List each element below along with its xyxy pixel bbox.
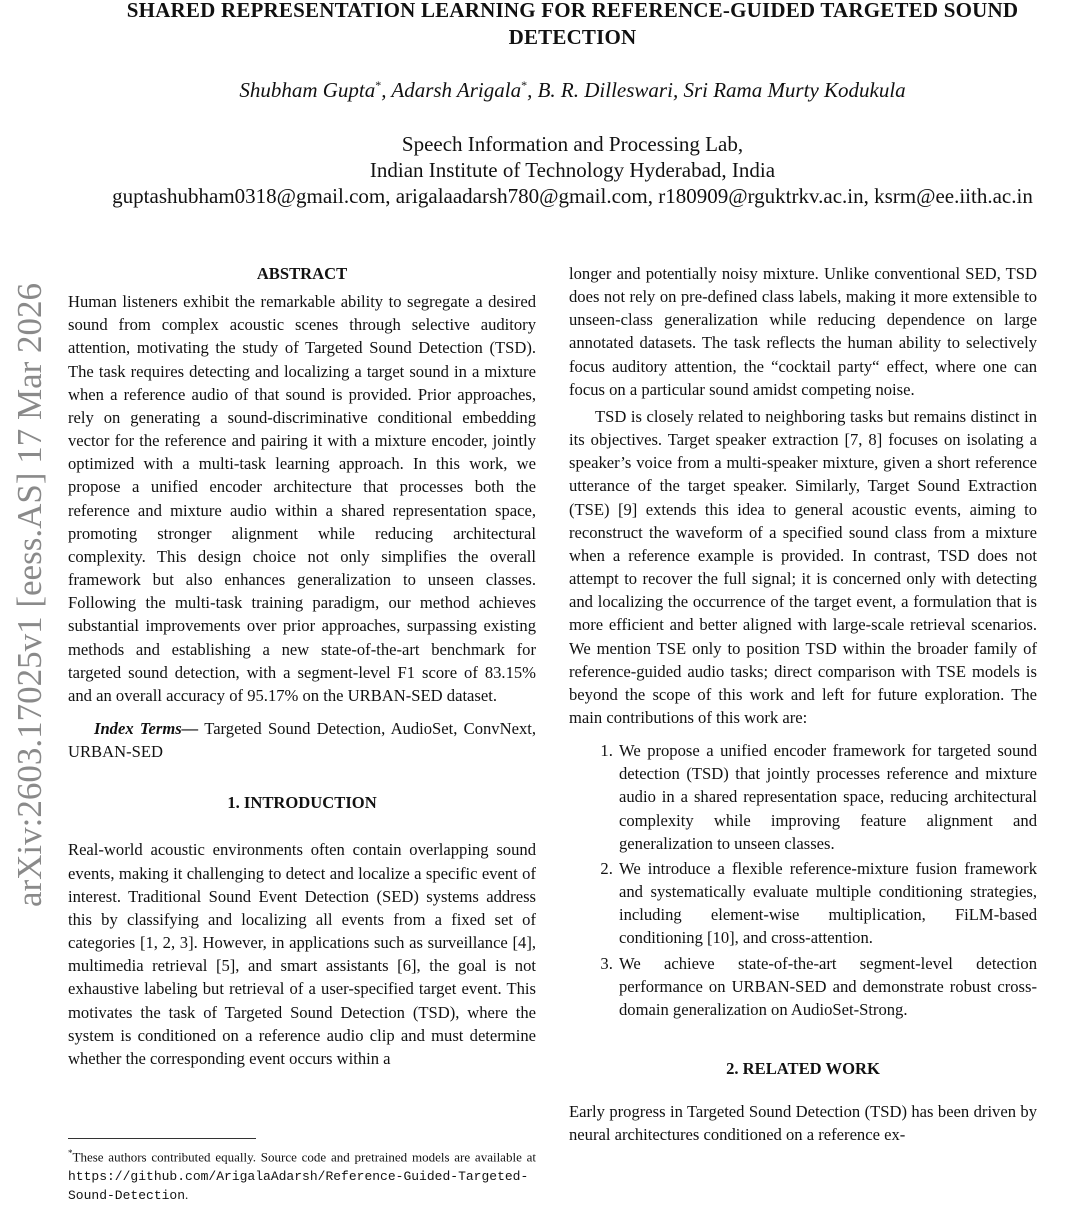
author-name: Adarsh Arigala <box>391 78 522 102</box>
left-column <box>68 262 536 1070</box>
index-terms-label: Index Terms— <box>94 718 199 738</box>
author-list: Shubham Gupta*, Adarsh Arigala*, B. R. Dilleswari, Sri Rama Murty Kodukula <box>239 78 906 102</box>
footnote-divider <box>68 1138 256 1139</box>
footnote-mark: * <box>68 1148 73 1158</box>
contribution-item: 1. We propose a unified encoder framework for targeted sound detection (TSD) that jointly processes reference and mixture audio in a shared representation space, reducing architectural complexity while improving feature alignment and generalization to unseen classes. <box>617 739 1037 855</box>
footnote-end: . <box>185 1187 189 1203</box>
contribution-item: 3. We achieve state-of-the-art segment-level detection performance on URBAN-SED and demonstrate robust cross-domain generalization on AudioSet-Strong. <box>617 952 1037 1021</box>
affiliation-institute: Indian Institute of Technology Hyderabad, India <box>369 158 776 182</box>
title-line-2: DETECTION <box>508 25 637 49</box>
abstract-text: Human listeners exhibit the remarkable ability to segregate a desired sound from complex acoustic scenes through selective auditory attention, motivating the study of Targeted Sound Detection (TSD). The task requires detecting and localizing a target sound in a mixture when a reference audio of that sound is provided. Prior approaches, rely on generating a sound-discriminative conditional embedding vector for the reference and pairing it with a mixture encoder, jointly optimized with a multi-task learning approach. In this work, we propose a unified encoder architecture that processes both the reference and mixture audio within a shared representation space, promoting stronger alignment while reducing architectural complexity. This design choice not only simplifies the overall framework but also enhances generalization to unseen classes. Following the multi-task training paradigm, our method achieves substantial improvements over prior approaches, surpassing existing methods and establishing a new state-of-the-art benchmark for targeted sound detection, with a segment-level F1 score of 83.15% and an overall accuracy of 95.17% on the URBAN-SED dataset. <box>68 292 536 705</box>
introduction-paragraph-2: TSD is closely related to neighboring tasks but remains distinct in its objectives. Target speaker extraction [7, 8] focuses on isolating a speaker’s voice from a multi-speaker mixture, given a short reference utterance of the target speaker. Similarly, Target Sound Extraction (TSE) [9] extends this idea to general acoustic events, aiming to reconstruct the waveform of a specified sound class from a mixture when a reference example is provided. In contrast, TSD does not attempt to recover the full signal; it is concerned only with detecting and localizing the occurrence of the target event, a formulation that is more efficient and better aligned with large-scale retrieval scenarios. We mention TSE only to position TSD within the broader family of reference-guided audio tasks; direct comparison with TSE models is beyond the scope of this work and left for future exploration. The main contributions of this work are: <box>569 406 1037 727</box>
introduction-paragraph-1-continued: longer and potentially noisy mixture. Unlike conventional SED, TSD does not rely on pre-defined class labels, making it more extensible to unseen-class generalization while reducing dependence on large annotated datasets. The task reflects the human ability to selectively focus auditory attention, the “cocktail party“ effect, where one can focus on a particular sound amidst competing noise. <box>569 264 1037 399</box>
introduction-paragraph-1: Real-world acoustic environments often contain overlapping sound events, making it challenging to detect and localize a specific event of interest. Traditional Sound Event Detection (SED) systems address this by classifying and localizing all events from a fixed set of categories [1, 2, 3]. However, in applications such as surveillance [4], multimedia retrieval [5], and smart assistants [6], the goal is not exhaustive labeling but retrieval of a user-specified target event. This motivates the task of Targeted Sound Detection (TSD), where the system is conditioned on a reference audio clip and must determine whether the corresponding event occurs within a <box>68 840 536 1068</box>
contribution-item: 2. We introduce a flexible reference-mixture fusion framework and systematically evaluate multiple conditioning strategies, including element-wise multiplication, FiLM-based conditioning [10], and cross-attention. <box>617 857 1037 950</box>
index-terms-list: Targeted Sound Detection, AudioSet, ConvNext, URBAN-SED <box>68 718 537 762</box>
footnote-text: These authors contributed equally. Source code and pretrained models are available at <box>72 1149 536 1165</box>
introduction-heading: 1. INTRODUCTION <box>227 793 377 813</box>
arxiv-identifier: arXiv:2603.17025v1 [eess.AS] 17 Mar 2026 <box>10 282 49 908</box>
paper-title <box>60 0 1085 51</box>
author-mark: * <box>375 78 382 92</box>
affiliation-block <box>60 131 1085 209</box>
author-name: B. R. Dilleswari <box>537 78 673 102</box>
contributions-list <box>569 739 1037 1021</box>
author-name: Shubham Gupta <box>239 78 376 102</box>
abstract-heading: ABSTRACT <box>256 264 348 283</box>
right-column <box>569 262 1037 1146</box>
author-emails: guptashubham0318@gmail.com, arigalaadarsh780@gmail.com, r180909@rguktrkv.ac.in, ksrm@ee.iith.ac.in <box>112 184 1033 208</box>
title-line-1: SHARED REPRESENTATION LEARNING FOR REFERENCE-GUIDED TARGETED SOUND <box>126 0 1019 22</box>
related-work-heading: 2. RELATED WORK <box>726 1059 880 1078</box>
related-work-paragraph: Early progress in Targeted Sound Detection (TSD) has been driven by neural architectures conditioned on a reference ex- <box>569 1102 1037 1145</box>
author-mark: * <box>521 78 528 92</box>
affiliation-lab: Speech Information and Processing Lab, <box>401 132 744 156</box>
author-name: Sri Rama Murty Kodukula <box>683 78 906 102</box>
footnote <box>68 1144 536 1206</box>
source-code-link[interactable]: https://github.com/ArigalaAdarsh/Reference-Guided-Targeted-Sound-Detection <box>68 1168 529 1204</box>
index-terms <box>68 717 536 763</box>
